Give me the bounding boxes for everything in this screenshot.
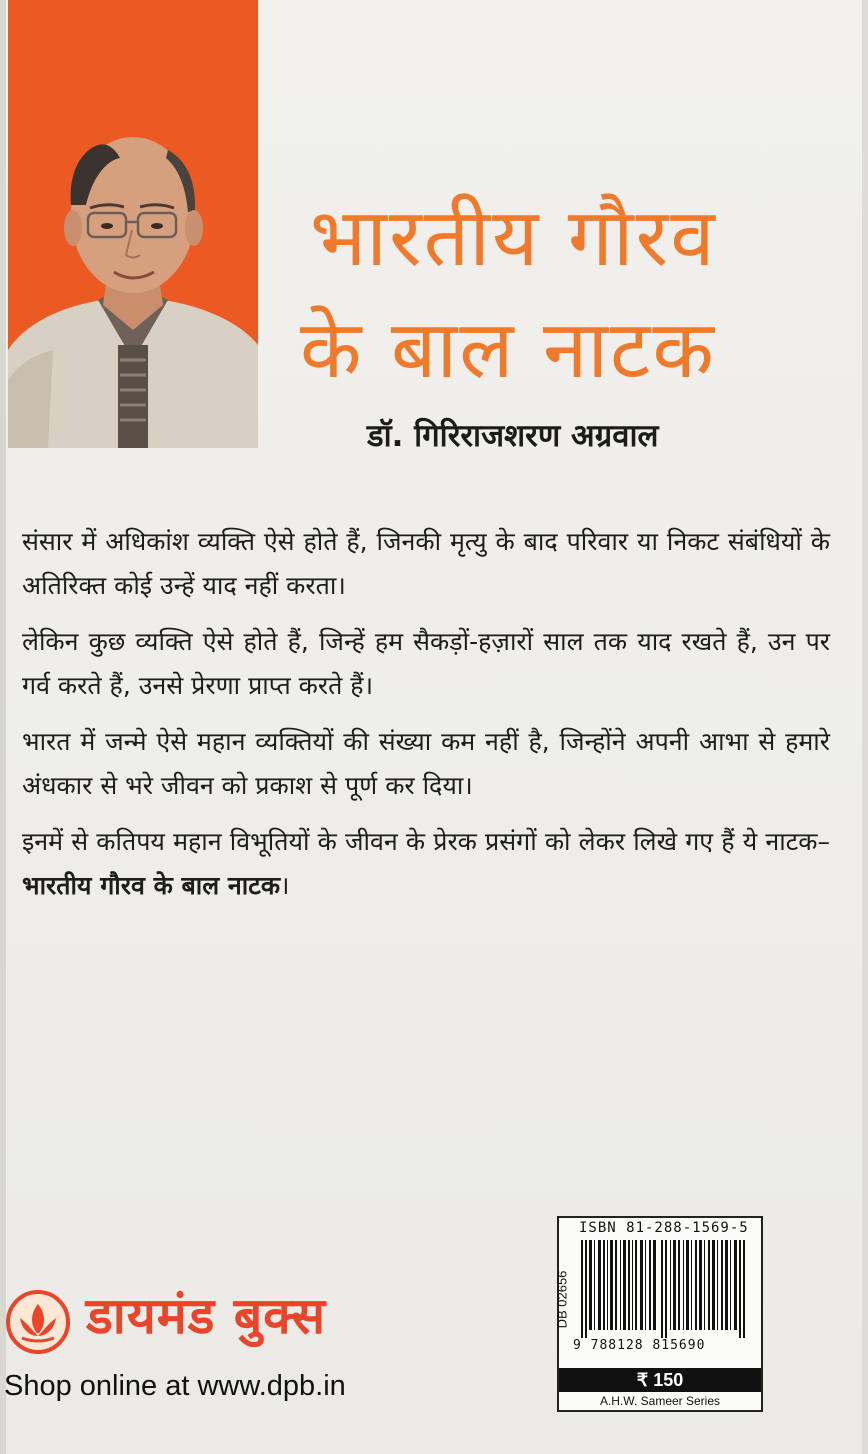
author-name: डॉ. गिरिराजशरण अग्रवाल (367, 418, 659, 454)
blurb-p4-end: । (280, 871, 290, 900)
title-line-1: भारतीय गौरव (310, 191, 717, 284)
isbn-number: ISBN 81-288-1569-5 (579, 1220, 749, 1236)
book-title (300, 182, 840, 406)
blurb-p4-title: भारतीय गौरव के बाल नाटक (22, 871, 281, 900)
blurb-paragraph-2: लेकिन कुछ व्यक्ति ऐसे होते हैं, जिन्हें हम सैकड़ों-हज़ारों साल तक याद रखते हैं, उन पर गर्व करते हैं, उनसे प्रेरणा प्राप्त करते हैं। (22, 627, 830, 700)
price-label: ₹ 150 (559, 1368, 761, 1392)
blurb-p4-start: इनमें से कतिपय महान विभूतियों के जीवन के प्रेरक प्रसंगों को लेकर लिखे गए हैं ये नाटक– (22, 827, 830, 856)
blurb-text (22, 520, 830, 920)
db-code: DB 02656 (554, 1270, 570, 1329)
cover-edge-right (862, 0, 868, 1454)
barcode-bars (579, 1240, 755, 1338)
diamond-lotus-logo-icon (6, 1290, 70, 1354)
shop-online-text: Shop online at www.dpb.in (4, 1370, 346, 1402)
publisher-name: डायमंड बुक्स (86, 1287, 327, 1345)
blurb-paragraph-3: भारत में जन्मे ऐसे महान व्यक्तियों की संख्या कम नहीं है, जिन्होंने अपनी आभा से हमारे अंधकार से भरे जीवन को प्रकाश से पूर्ण कर दिया। (22, 727, 830, 800)
title-line-2: के बाल नाटक (300, 303, 716, 396)
barcode-digits: 9 788128 815690 (573, 1338, 706, 1353)
author-portrait-illustration (8, 0, 258, 448)
blurb-paragraph-1: संसार में अधिकांश व्यक्ति ऐसे होते हैं, जिनकी मृत्यु के बाद परिवार या निकट संबंधियों के अतिरिक्त कोई उन्हें याद नहीं करता। (22, 527, 830, 600)
series-label: A.H.W. Sameer Series (599, 1394, 721, 1408)
isbn-barcode-box (554, 1216, 763, 1412)
blurb-paragraph-4 (22, 820, 830, 908)
cover-edge-left (0, 0, 6, 1454)
author-photo (8, 0, 258, 448)
